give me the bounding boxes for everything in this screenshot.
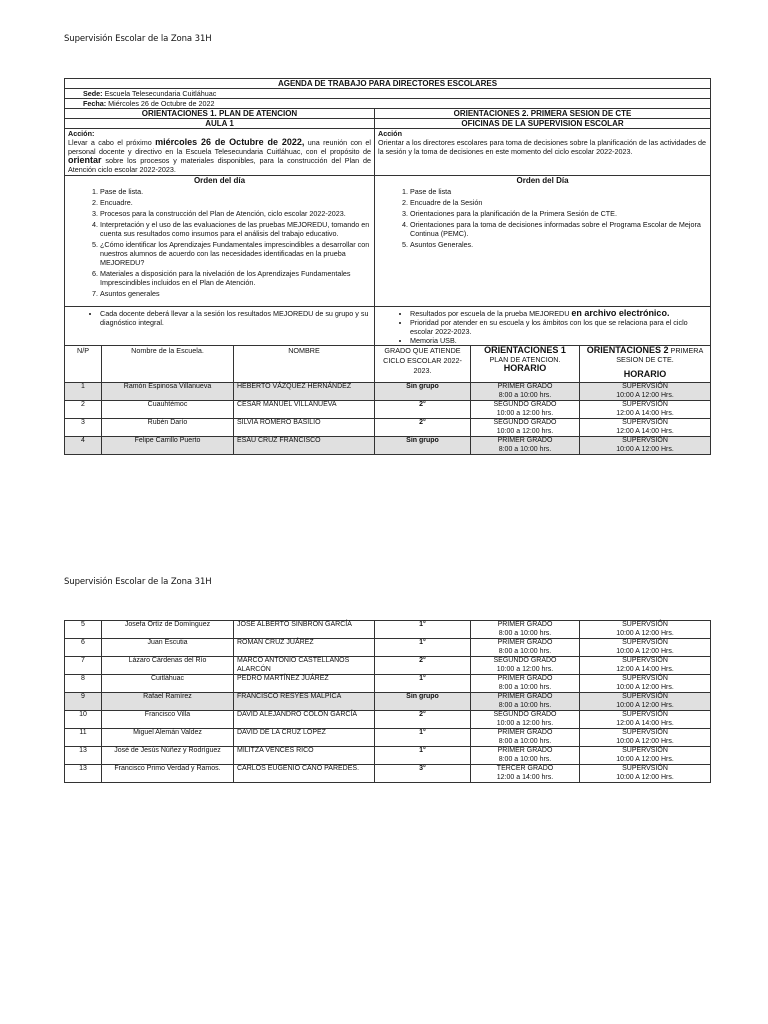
right-action-cell xyxy=(375,129,711,176)
school-name: Lázaro Cárdenas del Río xyxy=(102,657,234,675)
orientaciones-1-schedule-label: PRIMER GRADO xyxy=(497,747,553,754)
director-name: DAVID DE LA CRUZ LOPEZ xyxy=(234,729,375,747)
left-section-title: ORIENTACIONES 1. PLAN DE ATENCION xyxy=(65,109,375,119)
grade: 3° xyxy=(375,765,471,783)
school-name: Felipe Carrillo Puerto xyxy=(102,437,234,455)
orientaciones-1-schedule-label: SEGUNDO GRADO xyxy=(493,419,557,426)
orientaciones-1-schedule xyxy=(471,383,580,401)
right-section-title: ORIENTACIONES 2. PRIMERA SESION DE CTE xyxy=(375,109,711,119)
grade: 1° xyxy=(375,729,471,747)
orientaciones-2-schedule-label: SUPERVSIÓN xyxy=(622,711,668,718)
col-header-school: Nombre de la Escuela. xyxy=(102,346,234,383)
left-action-text-2: una reunión con el personal docente y directivo en la Escuela Telesecundaria Cuitláhuac, con el propósito de xyxy=(68,138,371,156)
orientaciones-1-schedule-label: TERCER GRADO xyxy=(496,765,554,772)
grade: 1° xyxy=(375,675,471,693)
left-action-cell xyxy=(65,129,375,176)
orientaciones-2-schedule-label: SUPERVSIÓN xyxy=(622,621,668,628)
grade: 1° xyxy=(375,639,471,657)
orientaciones-2-schedule-time: 12:00 A 14:00 Hrs. xyxy=(616,409,674,417)
director-name: CESAR MANUEL VILLANUEVA xyxy=(234,401,375,419)
orientaciones-2-schedule-time: 10:00 A 12:00 Hrs. xyxy=(616,629,674,637)
orientaciones-1-schedule-label: PRIMER GRADO xyxy=(497,639,553,646)
o1-rest: PLAN DE ATENCION. xyxy=(489,355,561,364)
grade: Sin grupo xyxy=(375,437,471,455)
grade: 1° xyxy=(375,747,471,765)
orientaciones-2-schedule-time: 10:00 A 12:00 Hrs. xyxy=(616,683,674,691)
orientaciones-1-schedule-label: PRIMER GRADO xyxy=(497,693,553,700)
orientaciones-1-schedule-time: 8:00 a 10:00 hrs. xyxy=(498,647,552,655)
left-bullet-cell xyxy=(65,307,375,346)
list-item: 2. Encuadre. xyxy=(100,198,371,207)
orientaciones-1-schedule-time: 10:00 a 12:00 hrs. xyxy=(496,409,554,417)
row-number: 2 xyxy=(65,401,102,419)
orientaciones-1-schedule-time: 8:00 a 10:00 hrs. xyxy=(498,445,552,453)
school-name: Cuitláhuac xyxy=(102,675,234,693)
list-item: 1. Pase de lista. xyxy=(100,187,371,196)
school-name: Rafael Ramírez xyxy=(102,693,234,711)
orientaciones-2-schedule xyxy=(580,621,711,639)
school-name: Cuauhtémoc xyxy=(102,401,234,419)
agenda-table xyxy=(64,78,711,455)
orientaciones-1-schedule-time: 8:00 a 10:00 hrs. xyxy=(498,701,552,709)
director-name: FRANCISCO RESYES MALPICA xyxy=(234,693,375,711)
orientaciones-2-schedule-label: SUPERVSIÓN xyxy=(622,729,668,736)
orientaciones-1-schedule xyxy=(471,401,580,419)
orientaciones-1-schedule-time: 10:00 a 12:00 hrs. xyxy=(496,427,554,435)
table-row xyxy=(65,419,711,437)
row-number: 11 xyxy=(65,729,102,747)
table-row xyxy=(65,621,711,639)
orientaciones-2-schedule-label: SUPERVSIÓN xyxy=(622,383,668,390)
row-number: 4 xyxy=(65,437,102,455)
table-row xyxy=(65,401,711,419)
orientaciones-2-schedule xyxy=(580,765,711,783)
sede-line xyxy=(65,89,711,99)
row-number: 7 xyxy=(65,657,102,675)
table-row xyxy=(65,711,711,729)
school-name: Josefa Ortíz de Domínguez xyxy=(102,621,234,639)
list-item: 4. Orientaciones para la toma de decisiones informadas sobre el Programa Escolar de Mejora Continua (PEMC). xyxy=(410,220,707,238)
page-header: Supervisión Escolar de la Zona 31H xyxy=(64,34,212,44)
orientaciones-1-schedule xyxy=(471,729,580,747)
orientaciones-2-schedule-time: 10:00 A 12:00 Hrs. xyxy=(616,755,674,763)
orientaciones-1-schedule-time: 8:00 a 10:00 hrs. xyxy=(498,737,552,745)
director-name: PEDRO MARTÍNEZ JUÁREZ xyxy=(234,675,375,693)
right-section-subtitle: OFICINAS DE LA SUPERVISION ESCOLAR xyxy=(375,119,711,129)
row-number: 5 xyxy=(65,621,102,639)
orientaciones-2-schedule-label: SUPERVSIÓN xyxy=(622,693,668,700)
page-header-2: Supervisión Escolar de la Zona 31H xyxy=(64,577,212,587)
school-name: Francisco Primo Verdad y Ramos. xyxy=(102,765,234,783)
orientaciones-2-schedule-time: 10:00 A 12:00 Hrs. xyxy=(616,445,674,453)
fecha-label: Fecha: xyxy=(83,99,107,108)
o1-horario: HORARIO xyxy=(503,363,547,373)
orientaciones-2-schedule-label: SUPERVSIÓN xyxy=(622,675,668,682)
table-row xyxy=(65,657,711,675)
orientaciones-2-schedule-label: SUPERVSIÓN xyxy=(622,765,668,772)
school-name: Rubén Darío xyxy=(102,419,234,437)
list-item: 3. Procesos para la construcción del Plan de Atención, ciclo escolar 2022-2023. xyxy=(100,209,371,218)
orientaciones-2-schedule xyxy=(580,401,711,419)
list-item: 6. Materiales a disposición para la nivelación de los Aprendizajes Fundamentales Imprescindibles incluidos en el Plan de Atención. xyxy=(100,269,371,287)
orientaciones-2-schedule-time: 10:00 A 12:00 Hrs. xyxy=(616,737,674,745)
orientaciones-2-schedule-time: 12:00 A 14:00 Hrs. xyxy=(616,427,674,435)
orientaciones-1-schedule xyxy=(471,711,580,729)
orientaciones-1-schedule xyxy=(471,657,580,675)
orientaciones-2-schedule xyxy=(580,693,711,711)
orientaciones-1-schedule xyxy=(471,621,580,639)
orientaciones-2-schedule-label: SUPERVSIÓN xyxy=(622,639,668,646)
table-row xyxy=(65,383,711,401)
orientaciones-1-schedule xyxy=(471,693,580,711)
director-name: ESAU CRUZ FRANCISCO xyxy=(234,437,375,455)
orientaciones-1-schedule-label: PRIMER GRADO xyxy=(497,437,553,444)
orientaciones-1-schedule-label: SEGUNDO GRADO xyxy=(493,401,557,408)
list-item: 5. ¿Cómo identificar los Aprendizajes Fundamentales imprescindibles a desarrollar con nuestros alumnos de acuerdo con las necesidades identificadas en la prueba MEJOREDU? xyxy=(100,240,371,267)
row-number: 9 xyxy=(65,693,102,711)
agenda-title: AGENDA DE TRABAJO PARA DIRECTORES ESCOLARES xyxy=(65,79,711,89)
row-number: 10 xyxy=(65,711,102,729)
table-row xyxy=(65,747,711,765)
orientaciones-1-schedule-time: 8:00 a 10:00 hrs. xyxy=(498,629,552,637)
orientaciones-2-schedule-time: 10:00 A 12:00 Hrs. xyxy=(616,391,674,399)
list-item: 1. Pase de lista xyxy=(410,187,707,196)
row-number: 1 xyxy=(65,383,102,401)
orientaciones-1-schedule-label: PRIMER GRADO xyxy=(497,383,553,390)
sede-label: Sede: xyxy=(83,89,103,98)
orientaciones-2-schedule xyxy=(580,639,711,657)
orientaciones-1-schedule-time: 8:00 a 10:00 hrs. xyxy=(498,755,552,763)
orientaciones-2-schedule-time: 10:00 A 12:00 Hrs. xyxy=(616,647,674,655)
director-name: HEBERTO VÁZQUEZ HERNÁNDEZ xyxy=(234,383,375,401)
grade: Sin grupo xyxy=(375,383,471,401)
right-action-text: Orientar a los directores escolares para toma de decisiones sobre la planificación de las actividades de la sesión y la toma de decisiones en este momento del ciclo escolar 2022-2023. xyxy=(378,138,707,156)
right-bullet-list xyxy=(378,309,707,345)
orientaciones-2-schedule xyxy=(580,675,711,693)
list-item: • Prioridad por atender en su escuela y los ámbitos con los que se relaciona para el ciclo escolar 2022-2023. xyxy=(410,318,707,336)
director-name: ROMAN CRUZ JUÁREZ xyxy=(234,639,375,657)
left-action-date: miércoles 26 de Octubre de 2022, xyxy=(155,137,305,147)
orientaciones-1-schedule-label: PRIMER GRADO xyxy=(497,675,553,682)
table-row xyxy=(65,639,711,657)
list-item: • Cada docente deberá llevar a la sesión los resultados MEJOREDU de su grupo y su diagnóstico integral. xyxy=(100,309,371,327)
row-number: 13 xyxy=(65,765,102,783)
orientaciones-2-schedule-time: 10:00 A 12:00 Hrs. xyxy=(616,701,674,709)
list-item: 2. Encuadre de la Sesión xyxy=(410,198,707,207)
right-order-list xyxy=(378,187,707,249)
orientaciones-2-schedule-label: SUPERVSIÓN xyxy=(622,401,668,408)
col-header-name: NOMBRE xyxy=(234,346,375,383)
table-row xyxy=(65,675,711,693)
school-rows-page-2 xyxy=(65,621,711,783)
director-name: DAVID ALEJANDRO COLON GARCÍA xyxy=(234,711,375,729)
left-action-text-3: sobre los procesos y materiales disponibles, para la construcción del Plan de Atención ciclo escolar 2022-2023. xyxy=(68,156,371,174)
grade: 2° xyxy=(375,401,471,419)
o2-bold: ORIENTACIONES 2 xyxy=(586,345,669,355)
orientaciones-1-schedule-time: 8:00 a 10:00 hrs. xyxy=(498,683,552,691)
orientaciones-1-schedule-time: 10:00 a 12:00 hrs. xyxy=(496,719,554,727)
orientaciones-2-schedule xyxy=(580,437,711,455)
orientaciones-2-schedule-label: SUPERVSIÓN xyxy=(622,437,668,444)
orientaciones-1-schedule xyxy=(471,765,580,783)
orientaciones-2-schedule xyxy=(580,419,711,437)
orientaciones-1-schedule-label: SEGUNDO GRADO xyxy=(493,711,557,718)
sede-value: Escuela Telesecundaria Cuitláhuac xyxy=(104,89,217,98)
table-row xyxy=(65,765,711,783)
fecha-line xyxy=(65,99,711,109)
right-bullet-cell xyxy=(375,307,711,346)
orientaciones-1-schedule xyxy=(471,747,580,765)
col-header-grade: GRADO QUE ATIENDE CICLO ESCOLAR 2022-2023. xyxy=(375,346,471,383)
o2-horario: HORARIO xyxy=(623,369,667,379)
orientaciones-1-schedule xyxy=(471,639,580,657)
left-section-subtitle: AULA 1 xyxy=(65,119,375,129)
left-action-text: Llevar a cabo el próximo xyxy=(68,138,156,147)
list-item xyxy=(410,309,707,318)
orientaciones-2-schedule-time: 10:00 A 12:00 Hrs. xyxy=(616,773,674,781)
school-name: Miguel Alemán Valdez xyxy=(102,729,234,747)
school-name: Francisco Villa xyxy=(102,711,234,729)
school-name: Juan Escutia xyxy=(102,639,234,657)
orientaciones-2-schedule-label: SUPERVSIÓN xyxy=(622,747,668,754)
school-rows-page-1 xyxy=(65,383,711,455)
grade: 2° xyxy=(375,711,471,729)
orientaciones-2-schedule xyxy=(580,729,711,747)
o1-bold: ORIENTACIONES 1 xyxy=(484,345,566,355)
orientaciones-2-schedule xyxy=(580,383,711,401)
left-action-orientar: orientar xyxy=(68,155,102,165)
director-name: SILVIA ROMERO BASILIO xyxy=(234,419,375,437)
grade: Sin grupo xyxy=(375,693,471,711)
orientaciones-1-schedule-label: SEGUNDO GRADO xyxy=(493,657,557,664)
director-name: MILITZA VENCES RICO xyxy=(234,747,375,765)
orientaciones-2-schedule xyxy=(580,747,711,765)
orientaciones-1-schedule xyxy=(471,675,580,693)
left-action-label: Acción: xyxy=(68,129,95,138)
list-item: 5. Asuntos Generales. xyxy=(410,240,707,249)
table-row xyxy=(65,437,711,455)
orientaciones-1-schedule xyxy=(471,437,580,455)
schools-table-continued xyxy=(64,620,711,783)
col-header-np: N/P xyxy=(65,346,102,383)
row-number: 13 xyxy=(65,747,102,765)
bullet-text: Resultados por escuela de la prueba MEJOREDU xyxy=(410,309,572,318)
grade: 1° xyxy=(375,621,471,639)
left-order-list xyxy=(68,187,371,298)
table-row xyxy=(65,693,711,711)
director-name: MARCO ANTONIO CASTELLANOS ALARCÓN xyxy=(234,657,375,675)
list-item: 4. Interpretación y el uso de las evaluaciones de las pruebas MEJOREDU, tomando en cuenta sus resultados como insumos para el análisis del trabajo educativo. xyxy=(100,220,371,238)
director-name: JOSE ALBERTO SINBRON GARCÍA xyxy=(234,621,375,639)
list-item: 3. Orientaciones para la planificación de la Primera Sesión de CTE. xyxy=(410,209,707,218)
orientaciones-2-schedule-label: SUPERVSIÓN xyxy=(622,657,668,664)
fecha-value: Miércoles 26 de Octubre de 2022 xyxy=(108,99,215,108)
school-name: José de Jesús Núñez y Rodríguez xyxy=(102,747,234,765)
orientaciones-1-schedule-label: PRIMER GRADO xyxy=(497,621,553,628)
orientaciones-1-schedule-time: 8:00 a 10:00 hrs. xyxy=(498,391,552,399)
row-number: 8 xyxy=(65,675,102,693)
grade: 2° xyxy=(375,419,471,437)
table-row xyxy=(65,729,711,747)
orientaciones-1-schedule-label: PRIMER GRADO xyxy=(497,729,553,736)
orientaciones-2-schedule-time: 12:00 A 14:00 Hrs. xyxy=(616,719,674,727)
orientaciones-2-schedule xyxy=(580,657,711,675)
orientaciones-2-schedule-time: 12:00 A 14:00 Hrs. xyxy=(616,665,674,673)
grade: 2° xyxy=(375,657,471,675)
orientaciones-2-schedule-label: SUPERVSIÓN xyxy=(622,419,668,426)
orientaciones-1-schedule-time: 10:00 a 12:00 hrs. xyxy=(496,665,554,673)
list-item: 7. Asuntos generales xyxy=(100,289,371,298)
left-bullet-list xyxy=(68,309,371,327)
left-order-title: Orden del día xyxy=(193,176,246,185)
row-number: 6 xyxy=(65,639,102,657)
left-order-cell xyxy=(65,176,375,307)
right-order-cell xyxy=(375,176,711,307)
right-action-label: Acción xyxy=(378,129,402,138)
row-number: 3 xyxy=(65,419,102,437)
orientaciones-2-schedule xyxy=(580,711,711,729)
orientaciones-1-schedule xyxy=(471,419,580,437)
school-name: Ramón Espinosa Villanueva xyxy=(102,383,234,401)
bullet-bold: en archivo electrónico. xyxy=(571,308,670,318)
col-header-orientaciones-2 xyxy=(580,346,711,383)
director-name: CARLOS EUGENIO CANO PAREDES. xyxy=(234,765,375,783)
o2-rest: PRIMERA SESION DE CTE. xyxy=(616,346,704,364)
col-header-orientaciones-1 xyxy=(471,346,580,383)
list-item: • Memoria USB. xyxy=(410,336,707,345)
right-order-title: Orden del Día xyxy=(516,176,569,185)
orientaciones-1-schedule-time: 12:00 a 14:00 hrs. xyxy=(496,773,554,781)
